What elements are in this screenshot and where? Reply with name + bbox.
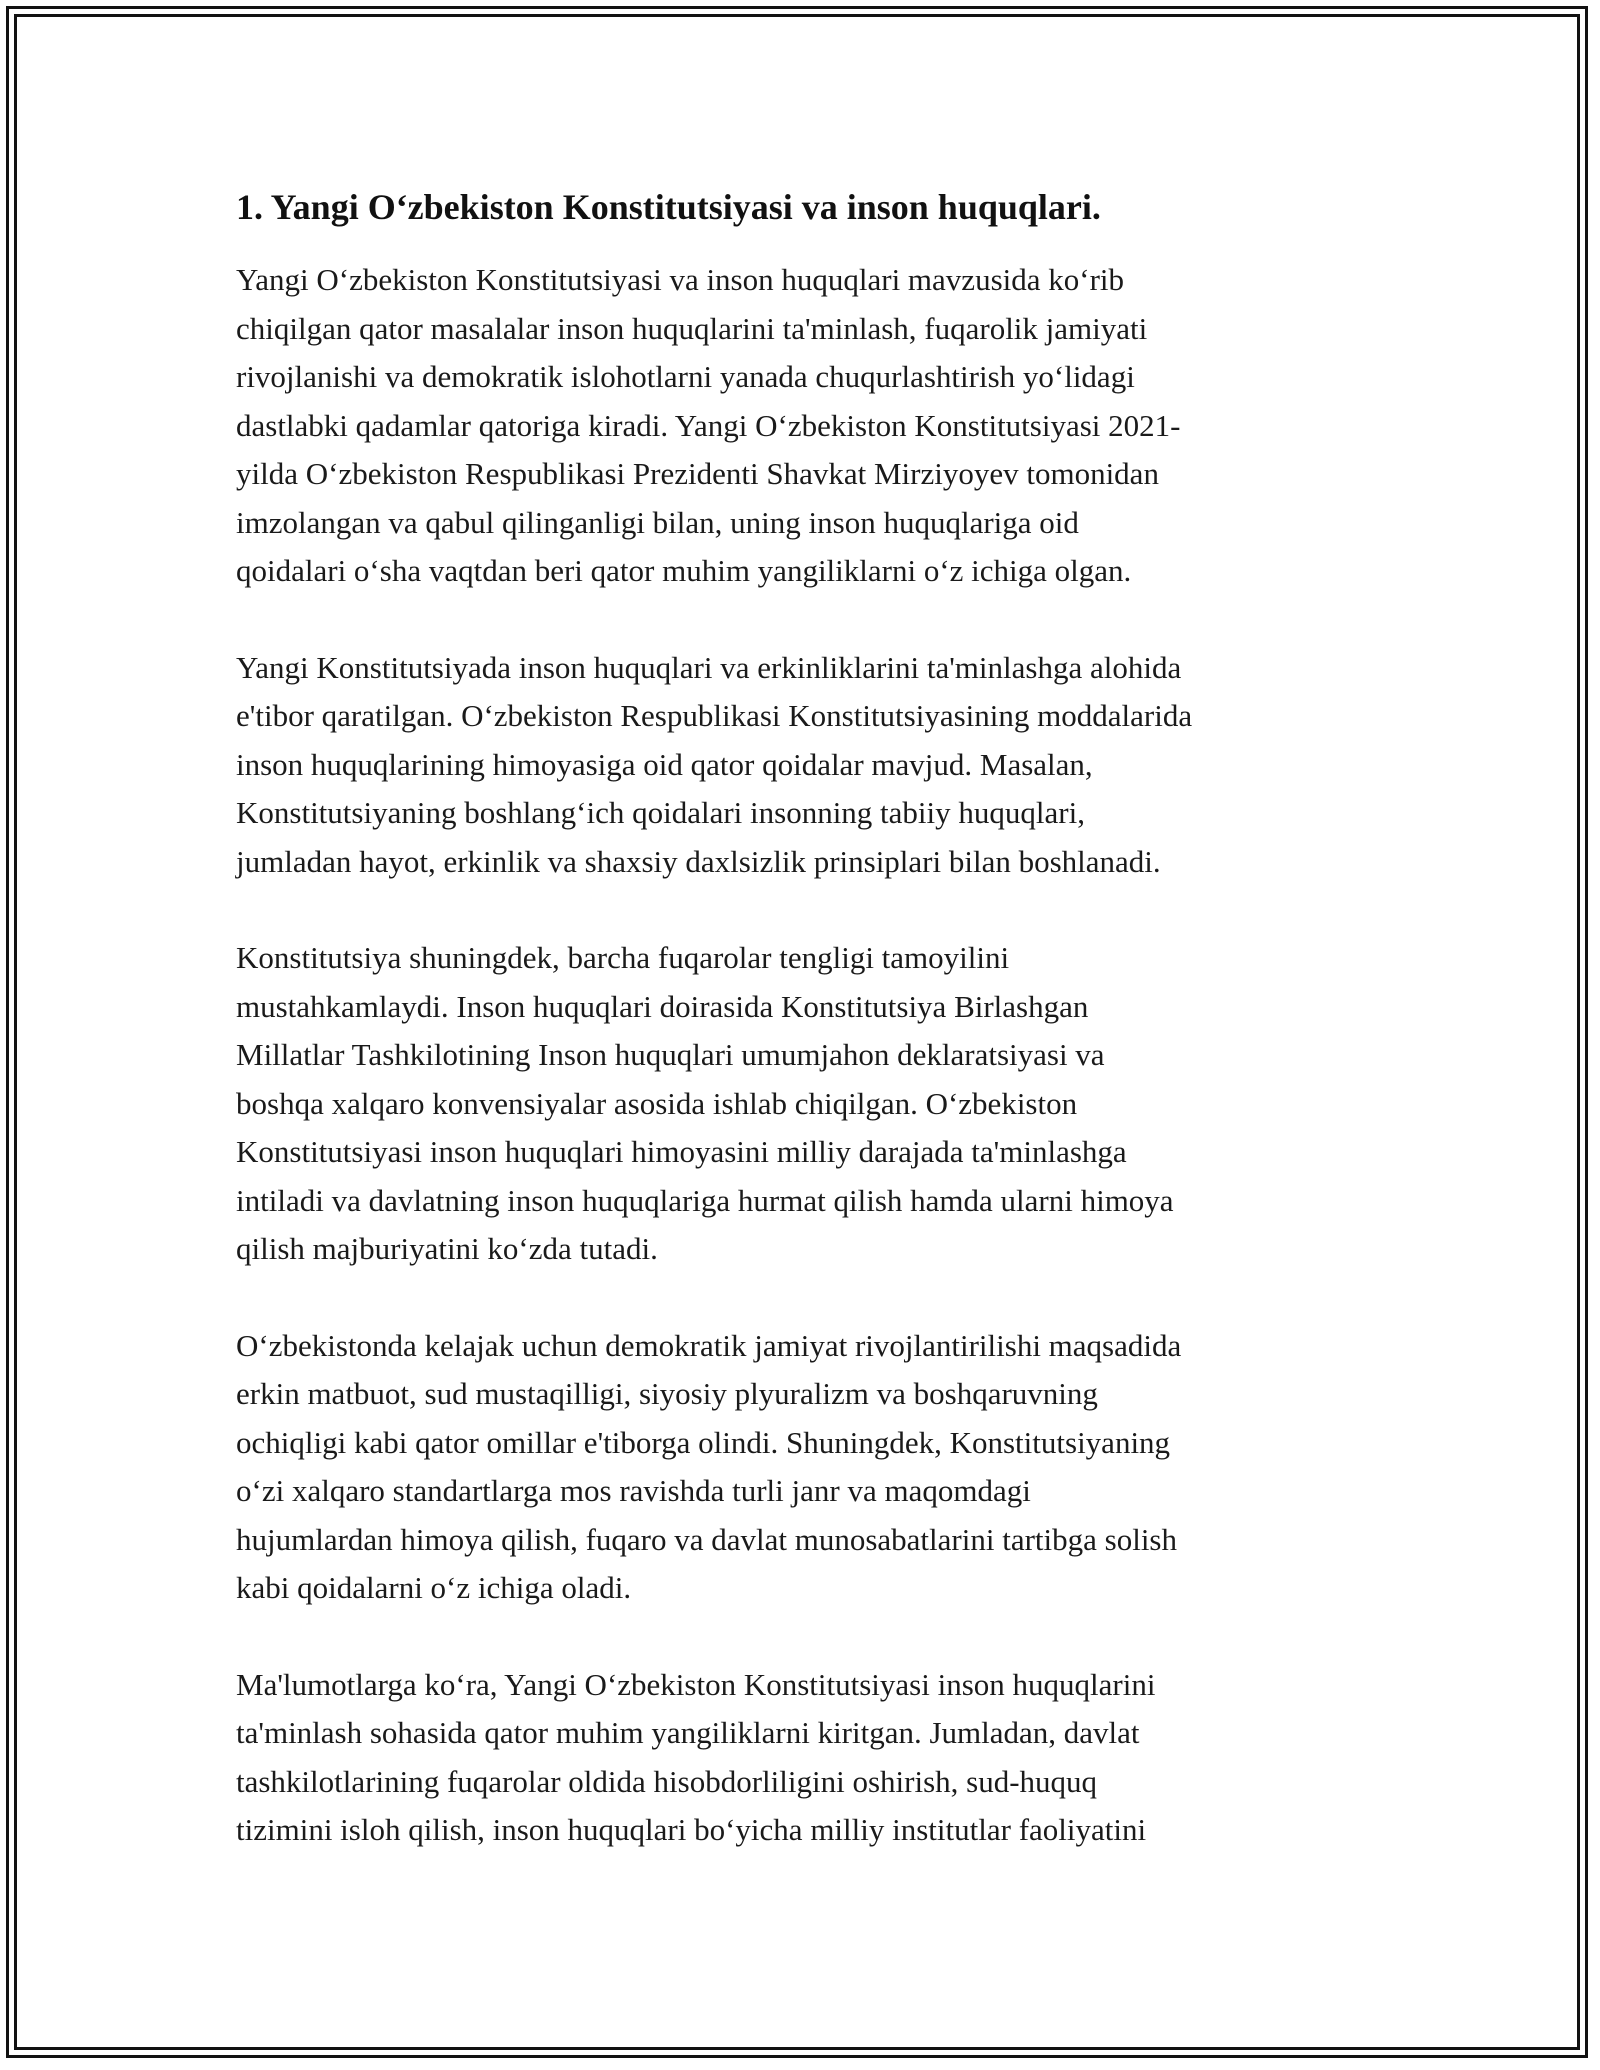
document-heading: 1. Yangi O‘zbekiston Konstitutsiyasi va inson huquqlari. <box>236 187 1101 227</box>
paragraph-2: Yangi Konstitutsiyada inson huquqlari va erkinliklarini ta'minlashga alohida e'tibor qaratilgan. O‘zbekiston Respublikasi Konstitutsiyasining moddalarida inson huquqlarining himoyasiga oid qator qoidalar mavjud. Masalan, Konstitutsiyaning boshlang‘ich qoidalari insonning tabiiy huquqlari, jumladan hayot, erkinlik va shaxsiy daxlsizlik prinsiplari bilan boshlanadi. <box>236 649 1193 879</box>
paragraph-5: Ma'lumotlarga ko‘ra, Yangi O‘zbekiston Konstitutsiyasi inson huquqlarini ta'minlash sohasida qator muhim yangiliklarni kiritgan. Jumladan, davlat tashkilotlarining fuqarolar oldida hisobdorliligini oshirish, sud-huquq tizimini isloh qilish, inson huquqlari bo‘yicha milliy institutlar faoliyatini <box>236 1666 1156 1847</box>
document-body <box>236 185 1376 1903</box>
paragraph-3: Konstitutsiya shuningdek, barcha fuqarolar tengligi tamoyilini mustahkamlaydi. Inson huquqlari doirasida Konstitutsiya Birlashgan Millatlar Tashkilotining Inson huquqlari umumjahon deklaratsiyasi va boshqa xalqaro konvensiyalar asosida ishlab chiqilgan. O‘zbekiston Konstitutsiyasi inson huquqlari himoyasini milliy darajada ta'minlashga intiladi va davlatning inson huquqlariga hurmat qilish hamda ularni himoya qilish majburiyatini ko‘zda tutadi. <box>236 940 1174 1266</box>
paragraph-4: O‘zbekistonda kelajak uchun demokratik jamiyat rivojlantirilishi maqsadida erkin matbuot, sud mustaqilligi, siyosiy plyuralizm va boshqaruvning ochiqligi kabi qator omillar e'tiborga olindi. Shuningdek, Konstitutsiyaning o‘zi xalqaro standartlarga mos ravishda turli janr va maqomdagi hujumlardan himoya qilish, fuqaro va davlat munosabatlarini tartibga solish kabi qoidalarni o‘z ichiga oladi. <box>236 1327 1182 1605</box>
paragraph-1: Yangi O‘zbekiston Konstitutsiyasi va inson huquqlari mavzusida ko‘rib chiqilgan qator masalalar inson huquqlarini ta'minlash, fuqarolik jamiyati rivojlanishi va demokratik islohotlarni yanada chuqurlashtirish yo‘lidagi dastlabki qadamlar qatoriga kiradi. Yangi O‘zbekiston Konstitutsiyasi 2021- yilda O‘zbekiston Respublikasi Prezidenti Shavkat Mirziyoyev tomonidan imzolangan va qabul qilinganligi bilan, uning inson huquqlariga oid qoidalari o‘sha vaqtdan beri qator muhim yangiliklarni o‘z ichiga olgan. <box>236 262 1181 588</box>
